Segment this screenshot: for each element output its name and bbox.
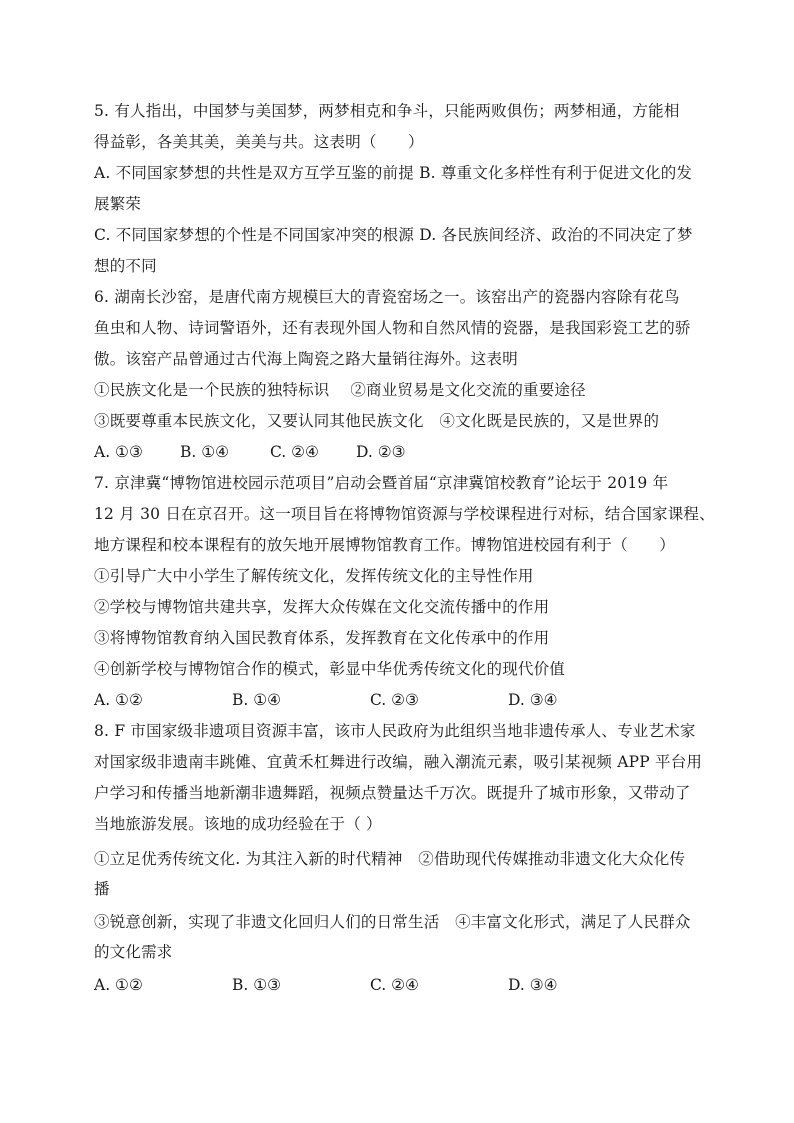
q7-statement-line-1: ①引导广大中小学生了解传统文化，发挥传统文化的主导性作用 [94,567,534,585]
q7-statement-line-3: ③将博物馆教育纳入国民教育体系，发挥教育在文化传承中的作用 [94,629,550,647]
q6-choice-b: B. ①④ [180,443,230,461]
q8-choice-c: C. ②④ [370,976,419,994]
q6-choice-d: D. ②③ [356,443,406,461]
q7-stem-line-2: 12 月 30 日在京召开。这一项目旨在将博物馆资源与学校课程进行对标，结合国家课程、 [94,505,715,523]
q8-stem-line-2: 对国家级非遗南丰跳傩、宜黄禾杠舞进行改编，融入潮流元素，吸引某视频 APP 平台用 [94,753,703,771]
q6-choice-a: A. ①③ [94,443,143,461]
q7-choice-d: D. ③④ [508,691,558,709]
q6-stem-line-2: 鱼虫和人物、诗词警语外，还有表现外国人物和自然风情的瓷器，是我国彩瓷工艺的骄 [94,319,691,337]
q8-choices [94,975,714,995]
q8-statement-line-4: 的文化需求 [94,943,173,961]
q6-statement-line-1: ①民族文化是一个民族的独特标识 ②商业贸易是文化交流的重要途径 [94,381,586,399]
q7-choices [94,690,714,710]
q5-option-line-3: C. 不同国家梦想的个性是不同国家冲突的根源 D. 各民族间经济、政治的不同决定了梦 [94,226,693,244]
q8-choice-b: B. ①③ [232,976,282,994]
q5-stem-line-1: 5. 有人指出，中国梦与美国梦，两梦相克和争斗，只能两败俱伤；两梦相通，方能相 [94,102,680,120]
q7-choice-a: A. ①② [94,691,143,709]
q8-stem-line-3: 户学习和传播当地新潮非遗舞蹈，视频点赞量达千万次。既提升了城市形象，又带动了 [94,784,691,802]
q5-option-line-1: A. 不同国家梦想的共性是双方互学互鉴的前提 B. 尊重文化多样性有利于促进文化的发 [94,164,693,182]
q7-stem-line-1: 7. 京津冀“博物馆进校园示范项目”启动会暨首届“京津冀馆校教育”论坛于 2019 年 [94,474,669,492]
q7-stem-line-3: 地方课程和校本课程有的放矢地开展博物馆教育工作。博物馆进校园有利于（ ） [94,536,675,554]
q6-statement-line-2: ③既要尊重本民族文化，又要认同其他民族文化 ④文化既是民族的，又是世界的 [94,412,660,430]
q8-stem-line-1: 8. F 市国家级非遗项目资源丰富，该市人民政府为此组织当地非遗传承人、专业艺术家 [94,722,696,740]
q8-choice-d: D. ③④ [508,976,558,994]
q5-stem-line-2: 得益彰，各美其美，美美与共。这表明（ ） [94,133,424,151]
q7-statement-line-4: ④创新学校与博物馆合作的模式，彰显中华优秀传统文化的现代价值 [94,660,566,678]
q7-statement-line-2: ②学校与博物馆共建共享，发挥大众传媒在文化交流传播中的作用 [94,598,550,616]
q6-choice-c: C. ②④ [270,443,319,461]
q7-choice-b: B. ①④ [232,691,282,709]
q7-choice-c: C. ②③ [370,691,419,709]
q8-statement-line-3: ③锐意创新，实现了非遗文化回归人们的日常生活 ④丰富文化形式，满足了人民群众 [94,913,691,931]
q8-statement-line-2: 播 [94,880,110,898]
q8-statement-line-1: ①立足优秀传统文化. 为其注入新的时代精神 ②借助现代传媒推动非遗文化大众化传 [94,850,686,868]
q6-stem-line-3: 傲。该窑产品曾通过古代海上陶瓷之路大量销往海外。这表明 [94,350,518,368]
q8-choice-a: A. ①② [94,976,143,994]
q5-option-line-4: 想的不同 [94,257,157,275]
q5-option-line-2: 展繁荣 [94,195,142,213]
q6-choices [94,442,714,462]
q8-stem-line-4: 当地旅游发展。该地的成功经验在于（ ） [94,815,382,833]
q6-stem-line-1: 6. 湖南长沙窑，是唐代南方规模巨大的青瓷窑场之一。该窑出产的瓷器内容除有花鸟 [94,288,680,306]
